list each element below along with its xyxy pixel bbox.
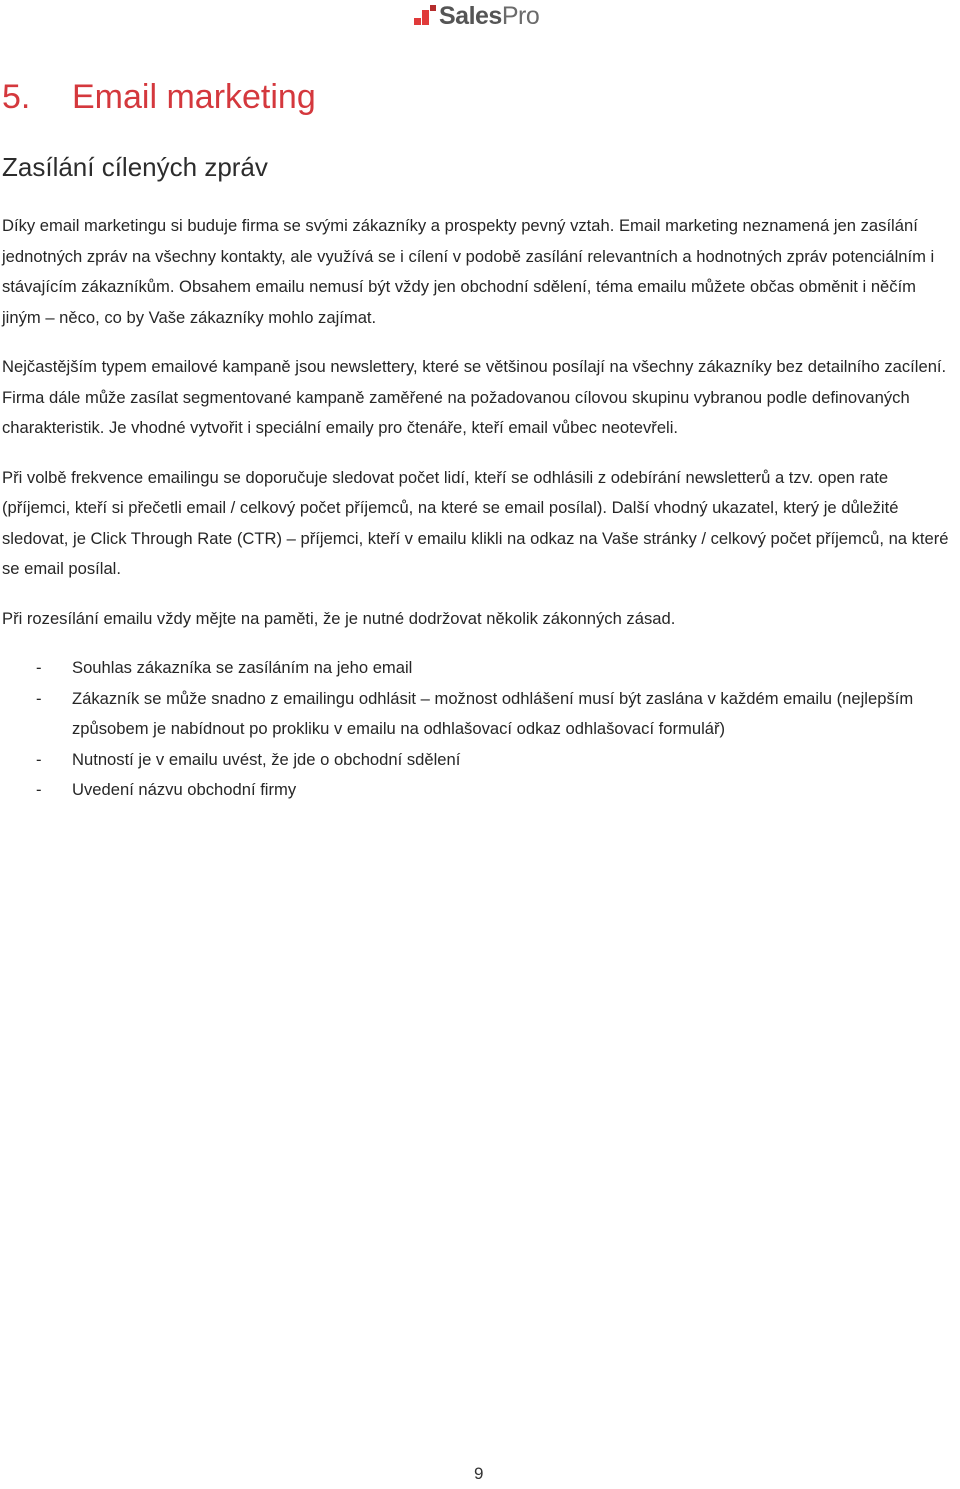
- list-item-text: Souhlas zákazníka se zasíláním na jeho email: [72, 658, 413, 677]
- salespro-logo: [414, 2, 539, 30]
- list-bullet: -: [36, 749, 42, 769]
- list-bullet: -: [36, 780, 42, 799]
- list-bullet: -: [36, 658, 42, 677]
- paragraph: Nejčastějším typem emailové kampaně jsou newslettery, které se většinou posílají na všechny zákazníky bez detailního zacílení. Firma dále může zasílat segmentované kampaně zaměřené na požadovanou cílovou skupinu vybranou podle definovaných charakteristik. Je vhodné vytvořit i speciální emaily pro čtenáře, kteří email vůbec neotevřeli.: [2, 357, 947, 437]
- paragraph: Při volbě frekvence emailingu se doporučuje sledovat počet lidí, kteří se odhlásili z odebírání newsletterů a tzv. open rate (příjemci, kteří si přečetli email / celkový počet příjemců, na které se email posílal). Další vhodný ukazatel, který je důležité sledovat, je Click Through Rate (CTR) – příjemci, kteří v emailu klikli na odkaz na Vaše stránky / celkový počet příjemců, na které se email posílal.: [2, 467, 949, 578]
- subsection-heading: Zasílání cílených zpráv: [2, 152, 268, 182]
- list-item-text: Nutností je v emailu uvést, že jde o obchodní sdělení: [72, 749, 461, 769]
- section-heading: [2, 78, 316, 117]
- section-title: Email marketing: [72, 78, 316, 116]
- paragraph: Při rozesílání emailu vždy mějte na paměti, že je nutné dodržovat několik zákonných zásad.: [2, 608, 676, 628]
- list-item: [2, 653, 958, 684]
- list-item: [2, 745, 958, 776]
- body-content: [2, 211, 958, 806]
- logo-text-bold: Sales: [439, 1, 502, 30]
- list-item: [2, 684, 958, 745]
- list-item: [2, 775, 958, 806]
- page-number: 9: [474, 1464, 484, 1483]
- list-item-text: Uvedení názvu obchodní firmy: [72, 780, 297, 799]
- logo-text-light: Pro: [501, 1, 540, 30]
- legal-principles-list: [2, 653, 958, 806]
- salespro-logo-icon: [414, 5, 436, 27]
- paragraph: Díky email marketingu si buduje firma se svými zákazníky a prospekty pevný vztah. Email marketing neznamená jen zasílání jednotných zpráv na všechny kontakty, ale využívá se i cílení v podobě zasílání relevantních a hodnotných zpráv potenciálním i stávajícím zákazníkům. Obsahem emailu nemusí být vždy jen obchodní sdělení, téma emailu můžete občas obměnit i něčím jiným – něco, co by Vaše zákazníky mohlo zajímat.: [2, 216, 935, 327]
- list-bullet: -: [36, 688, 42, 708]
- list-item-text: Zákazník se může snadno z emailingu odhlásit – možnost odhlášení musí být zaslána v každém emailu (nejlepším způsobem je nabídnout po prokliku v emailu na odhlašovací odkaz odhlašovací formulář): [72, 688, 914, 738]
- logo-text: [439, 2, 539, 31]
- section-number: 5.: [2, 78, 31, 116]
